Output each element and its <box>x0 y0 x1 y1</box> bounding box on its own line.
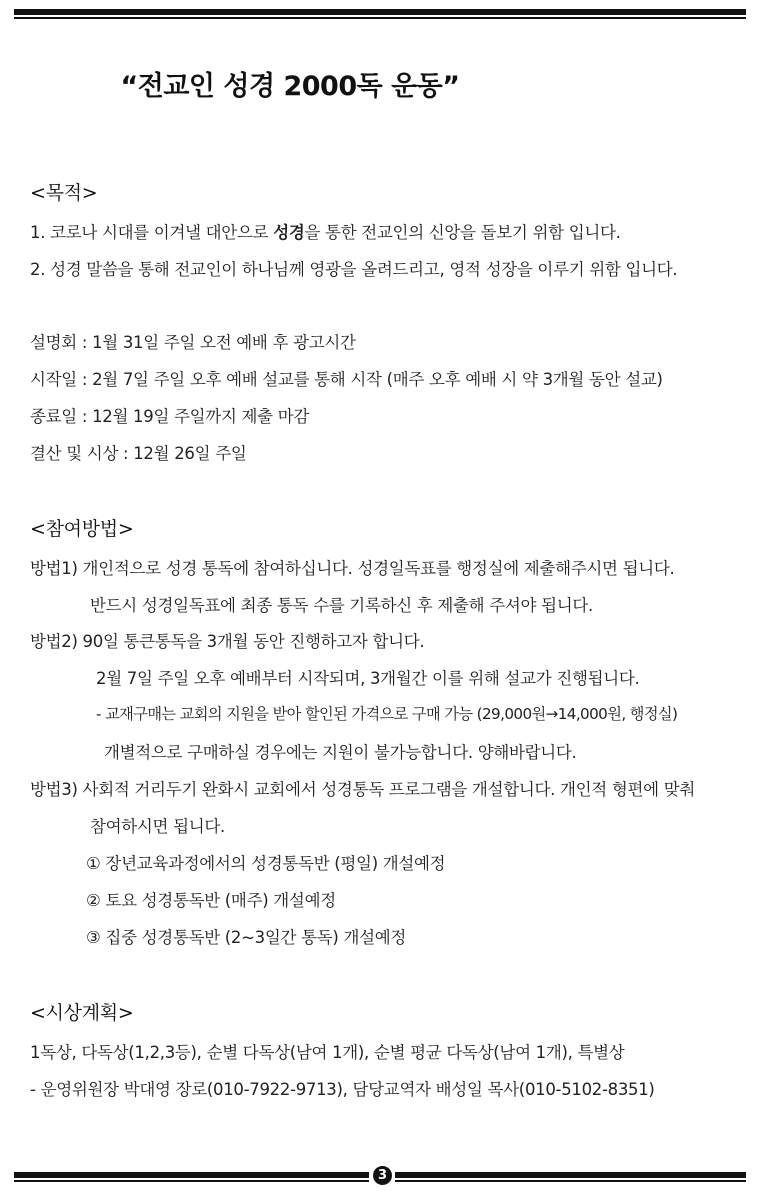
top-rule-thick <box>14 9 746 15</box>
page-title: “전교인 성경 2000독 운동” <box>120 71 460 102</box>
method-1-line-1: 방법1) 개인적으로 성경 통독에 참여하십니다. 성경일독표를 행정실에 제출해주시면 됩니다. <box>30 559 675 578</box>
purpose-heading: <목적> <box>30 182 98 204</box>
bottom-rule-right-thin <box>395 1180 746 1182</box>
schedule-briefing: 설명회 : 1월 31일 주일 오전 예배 후 광고시간 <box>30 333 356 352</box>
purpose-item-1-post: 을 통한 전교인의 신앙을 돌보기 위함 입니다. <box>304 223 621 242</box>
method-3-line-1: 방법3) 사회적 거리두기 완화시 교회에서 성경통독 프로그램을 개설합니다. 개인적 형편에 맞춰 <box>30 780 696 799</box>
method-1-line-2: 반드시 성경일독표에 최종 통독 수를 기록하신 후 제출해 주셔야 됩니다. <box>90 596 593 615</box>
bottom-rule-left-thin <box>14 1180 369 1182</box>
purpose-item-1-pre: 1. 코로나 시대를 이겨낼 대안으로 <box>30 223 274 242</box>
page-number: 3 <box>373 1166 392 1185</box>
method-2-line-1: 방법2) 90일 통큰통독을 3개월 동안 진행하고자 합니다. <box>30 632 425 651</box>
schedule-start: 시작일 : 2월 7일 주일 오후 예배 설교를 통해 시작 (매주 오후 예배 시 약 3개월 동안 설교) <box>30 370 663 389</box>
method-3-option-1: ① 장년교육과정에서의 성경통독반 (평일) 개설예정 <box>86 854 446 873</box>
top-rule-thin <box>14 17 746 19</box>
purpose-item-2: 2. 성경 말씀을 통해 전교인이 하나님께 영광을 올려드리고, 영적 성장을 이루기 위함 입니다. <box>30 260 678 279</box>
bottom-rule-left-thick <box>14 1172 369 1178</box>
method-2-line-4: 개별적으로 구매하실 경우에는 지원이 불가능합니다. 양해바랍니다. <box>104 743 577 762</box>
purpose-item-1 <box>30 219 621 243</box>
method-2-line-3: - 교재구매는 교회의 지원을 받아 할인된 가격으로 구매 가능 (29,000원→14,000원, 행정실) <box>96 705 678 723</box>
method-heading: <참여방법> <box>30 518 134 540</box>
method-3-line-2: 참여하시면 됩니다. <box>90 817 226 836</box>
schedule-awards: 결산 및 시상 : 12월 26일 주일 <box>30 444 247 463</box>
bottom-rule-right-thick <box>395 1172 746 1178</box>
awards-line-1: 1독상, 다독상(1,2,3등), 순별 다독상(남여 1개), 순별 평균 다독상(남여 1개), 특별상 <box>30 1043 625 1062</box>
method-2-line-2: 2월 7일 주일 오후 예배부터 시작되며, 3개월간 이를 위해 설교가 진행됩니다. <box>96 669 640 688</box>
method-3-option-3: ③ 집중 성경통독반 (2~3일간 통독) 개설예정 <box>86 928 406 947</box>
purpose-item-1-bold: 성경 <box>273 223 305 242</box>
schedule-end: 종료일 : 12월 19일 주일까지 제출 마감 <box>30 407 310 426</box>
method-3-option-2: ② 토요 성경통독반 (매주) 개설예정 <box>86 891 336 910</box>
awards-heading: <시상계획> <box>30 1002 134 1024</box>
awards-contact-line: - 운영위원장 박대영 장로(010-7922-9713), 담당교역자 배성일 목사(010-5102-8351) <box>30 1080 655 1099</box>
